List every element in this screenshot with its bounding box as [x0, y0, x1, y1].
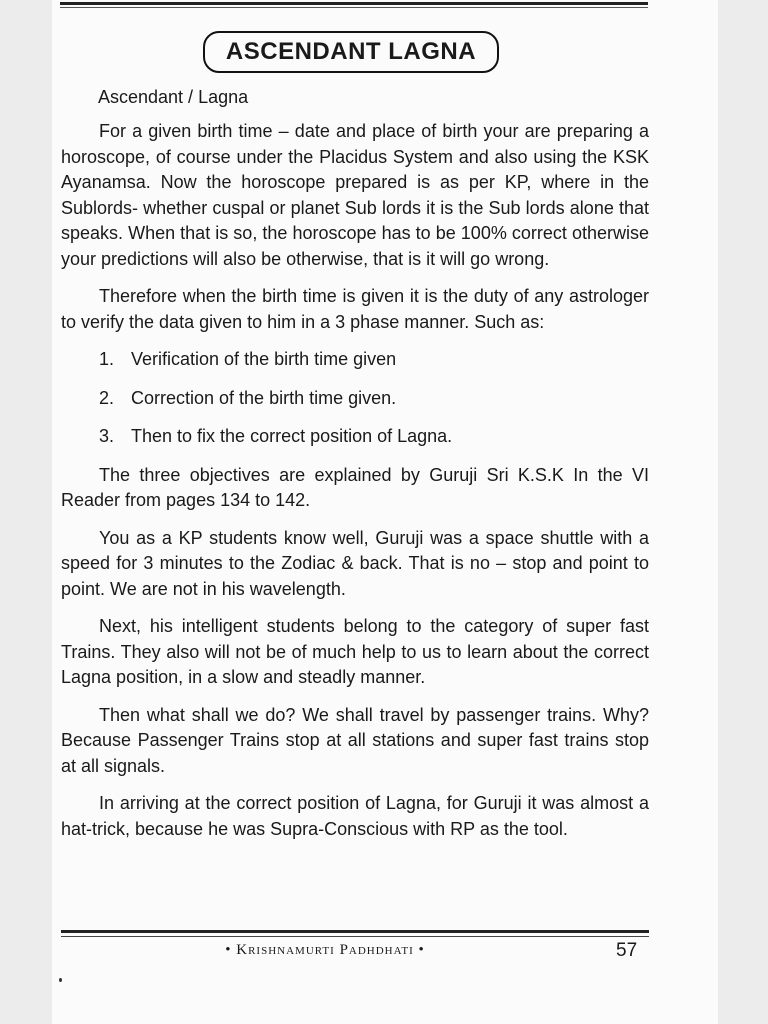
paragraph: In arriving at the correct position of Lagna, for Guruji it was almost a hat-trick, because he was Supra-Conscious with RP as the tool.	[61, 793, 649, 839]
list-item	[99, 424, 649, 450]
list-item-number: 2.	[99, 387, 115, 408]
list-item-text: Then to fix the correct position of Lagna.	[131, 426, 453, 446]
paragraph: Next, his intelligent students belong to the category of super fast Trains. They also will not be of much help to us to learn about the correct Lagna position, in a slow and steadly manner.	[61, 616, 649, 687]
paragraph: For a given birth time – date and place of birth your are preparing a horoscope, of course under the Placidus System and also using the KSK Ayanamsa. Now the horoscope prepared is as per KP, where in the Sublords- whether cuspal or planet Sub lords it is the Sub lords alone that speaks. When that is so, the horoscope has to be 100% correct otherwise your predictions will also be otherwise, that is it will go wrong.	[61, 121, 649, 269]
chapter-title: ASCENDANT LAGNA	[203, 31, 499, 73]
top-rule-thin	[60, 7, 648, 8]
scan-speck	[59, 978, 62, 982]
body-text	[61, 119, 649, 854]
list-item-text: Correction of the birth time given.	[131, 387, 397, 408]
top-rule	[60, 2, 648, 5]
running-footer: • Krishnamurti Padhdhati •	[225, 942, 425, 958]
numbered-list	[61, 347, 649, 450]
footer-rule	[61, 930, 649, 933]
paragraph: Then what shall we do? We shall travel by passenger trains. Why? Because Passenger Trains stop at all stations and super fast trains stop at all signals.	[61, 704, 649, 776]
list-item-number: 1.	[99, 349, 115, 369]
paragraph: Therefore when the birth time is given it is the duty of any astrologer to verify the data given to him in a 3 phase manner. Such as:	[61, 286, 649, 332]
list-item	[99, 347, 649, 373]
list-item-text: Verification of the birth time given	[131, 349, 397, 369]
paragraph: The three objectives are explained by Guruji Sri K.S.K In the VI Reader from pages 134 to 142.	[61, 464, 649, 510]
list-item	[99, 386, 649, 412]
list-item-number: 3.	[99, 426, 115, 446]
paragraph: You as a KP students know well, Guruji was a space shuttle with a speed for 3 minutes to the Zodiac & back. That is no – stop and point to point. We are not in his wavelength.	[61, 527, 649, 599]
section-subtitle: Ascendant / Lagna	[98, 87, 249, 107]
footer-rule-thin	[61, 936, 649, 937]
page-number: 57	[616, 940, 638, 961]
